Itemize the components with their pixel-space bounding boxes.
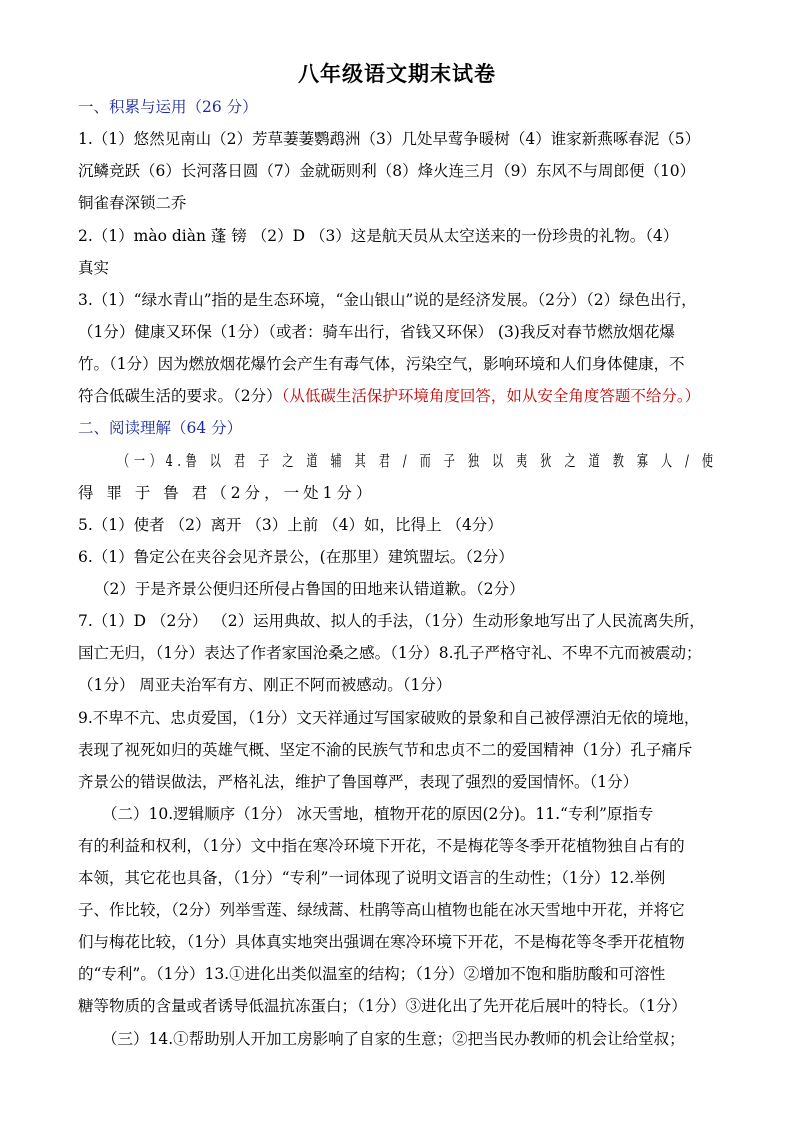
page-title: 八年级语文期末试卷: [298, 62, 496, 86]
answer-line: 6.（1）鲁定公在夹谷会见齐景公，(在那里）建筑盟坛。（2分）: [78, 548, 514, 566]
answer-line: 们与梅花比较，（1分）具体真实地突出强调在寒冷环境下开花，不是梅花等冬季开花植物: [78, 933, 685, 951]
answer-line: 子、作比较，（2分）列举雪莲、绿绒蒿、杜鹃等高山植物也能在冰天雪地中开花，并将它: [78, 901, 685, 919]
answer-line: （1分）健康又环保（1分）（或者：骑车出行，省钱又环保） (3)我反对春节燃放烟花爆: [78, 323, 675, 341]
grading-note: （从低碳生活保护环境角度回答，如从安全角度答题不给分。）: [281, 387, 701, 405]
answer-line: （二）10.逻辑顺序（1分） 冰天雪地，植物开花的原因(2分)。11.“专利”原指专: [102, 805, 654, 823]
answer-line: （1分） 周亚夫治军有方、刚正不阿而被感动。（1分）: [78, 676, 452, 694]
answer-line: 有的利益和权利，（1分）文中指在寒冷环境下开花，不是梅花等冬季开花植物独自占有的: [78, 837, 685, 855]
answer-line: 糖等物质的含量或者诱导低温抗冻蛋白；（1分）③进化出了先开花后展叶的特长。（1分）: [78, 997, 687, 1015]
answer-line: 得 罪 于 鲁 君（2分，一处1分）: [78, 484, 376, 502]
answer-text: 符合低碳生活的要求。（2分）: [78, 387, 282, 405]
answer-line: 5.（1）使者 （2）离开 （3）上前 （4）如，比得上 （4分）: [78, 516, 503, 534]
answer-line: 7.（1）D （2分） （2）运用典故、拟人的手法，（1分）生动形象地写出了人民流离失所，: [78, 612, 705, 630]
answer-line: （三）14.①帮助别人开加工房影响了自家的生意；②把当民办教师的机会让给堂叔；: [102, 1030, 685, 1048]
answer-line: 铜雀春深锁二乔: [78, 194, 187, 212]
answer-line: 2.（1）mào diàn 蓬 镑 （2）D （3）这是航天员从太空送来的一份珍贵的礼物。（4）: [78, 227, 679, 245]
answer-line: 竹。（1分）因为燃放烟花爆竹会产生有毒气体，污染空气，影响环境和人们身体健康，不: [78, 355, 685, 373]
answer-line: 9.不卑不亢、忠贞爱国，（1分）文天祥通过写国家破败的景象和自己被俘漂泊无依的境地，: [78, 709, 700, 727]
answer-line: 沉鳞竞跃（6）长河落日圆（7）金就砺则利（8）烽火连三月（9）东风不与周郎便（10）: [78, 162, 696, 180]
answer-line: 齐景公的错误做法，严格礼法，维护了鲁国尊严，表现了强烈的爱国情怀。（1分）: [78, 773, 639, 791]
answer-line: 的“专利”。（1分）13.①进化出类似温室的结构；（1分）②增加不饱和脂肪酸和可溶性: [78, 965, 666, 983]
answer-line: 3.（1）“绿水青山”指的是生态环境，“金山银山”说的是经济发展。（2分）（2）绿色出行，: [78, 291, 697, 309]
answer-line: 本领，其它花也具备，（1分）“专利”一词体现了说明文语言的生动性；（1分）12.举例: [78, 869, 666, 887]
answer-line: （一）4.鲁 以 君 子 之 道 辅 其 君 / 而 子 独 以 夷 狄 之 道 教 寡 人 / 使: [118, 452, 718, 470]
answer-line: 表现了视死如归的英雄气概、坚定不渝的民族气节和忠贞不二的爱国精神（1分）孔子痛斥: [78, 741, 693, 759]
answer-line: 真实: [78, 259, 110, 277]
answer-line: 国亡无归，（1分）表达了作者家国沧桑之感。（1分）8.孔子严格守礼、不卑不亢而被震动；: [78, 644, 702, 662]
section-heading-1: 一、积累与运用（26 分）: [78, 98, 258, 116]
section-heading-2: 二、阅读理解（64 分）: [78, 419, 243, 437]
answer-line: 1.（1）悠然见南山（2）芳草萋萋鹦鹉洲（3）几处早莺争暖树（4）谁家新燕啄春泥（5）: [78, 130, 701, 148]
answer-line: （2）于是齐景公便归还所侵占鲁国的田地来认错道歉。（2分）: [94, 580, 525, 598]
answer-line: [78, 386, 700, 406]
